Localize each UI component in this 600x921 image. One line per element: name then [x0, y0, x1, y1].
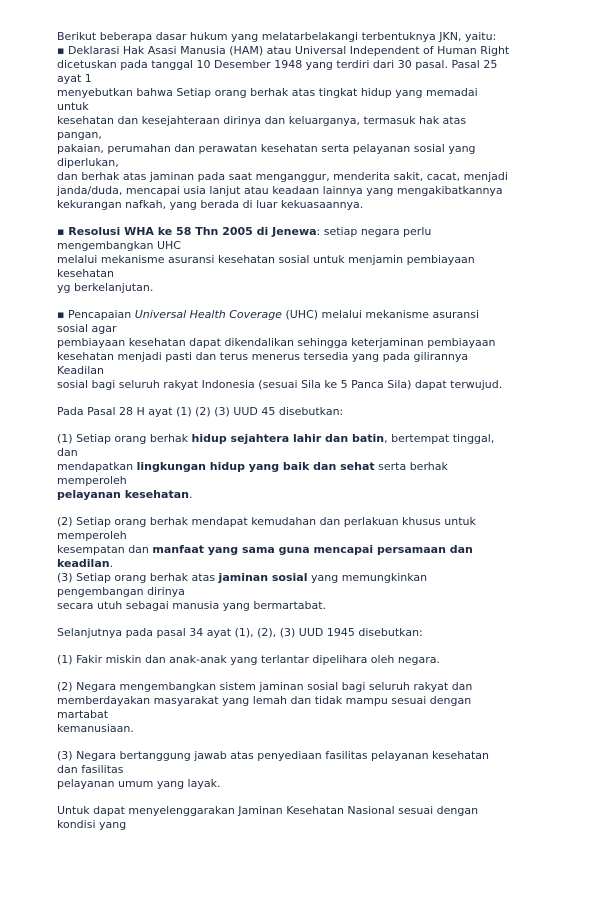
- pasal28-line: dan: [57, 446, 78, 459]
- ham-line: pangan,: [57, 128, 102, 141]
- pasal28-item-3: [57, 571, 557, 613]
- wha-line: [57, 225, 557, 239]
- text-span: , bertempat tinggal,: [384, 432, 495, 445]
- pasal28-line: pengembangan dirinya: [57, 585, 185, 598]
- ham-line: untuk: [57, 100, 89, 113]
- text-span: kesempatan dan: [57, 543, 153, 556]
- bold-span: manfaat yang sama guna mencapai persamaan dan: [152, 543, 473, 556]
- pasal28-line: memperoleh: [57, 529, 127, 542]
- ham-paragraph: [57, 44, 557, 212]
- pasal28-line: [57, 571, 557, 585]
- intro-text: Berikut beberapa dasar hukum yang melatarbelakangi terbentuknya JKN, yaitu:: [57, 30, 497, 43]
- text-span: .: [109, 557, 114, 570]
- ham-line: menyebutkan bahwa Setiap orang berhak atas tingkat hidup yang memadai: [57, 86, 478, 99]
- uhc-line: Keadilan: [57, 364, 104, 377]
- ham-line: pakaian, perumahan dan perawatan kesehatan serta pelayanan sosial yang: [57, 142, 476, 155]
- pasal34-line: dan fasilitas: [57, 763, 124, 776]
- pasal28-line: secara utuh sebagai manusia yang bermartabat.: [57, 599, 327, 612]
- pasal28-line: memperoleh: [57, 474, 127, 487]
- ham-line: ayat 1: [57, 72, 92, 85]
- uhc-term: Universal Health Coverage: [134, 308, 282, 321]
- text-span: yang memungkinkan: [307, 571, 428, 584]
- pasal34-item-3: [57, 749, 557, 791]
- closing-line: Untuk dapat menyelenggarakan Jaminan Kesehatan Nasional sesuai dengan: [57, 804, 479, 817]
- uhc-line: kesehatan menjadi pasti dan terus menerus tersedia yang pada gilirannya: [57, 350, 469, 363]
- uhc-line: [57, 308, 557, 322]
- pasal34-line: pelayanan umum yang layak.: [57, 777, 221, 790]
- wha-line: mengembangkan UHC: [57, 239, 181, 252]
- text-span: (1) Setiap orang berhak: [57, 432, 192, 445]
- text-span: .: [188, 488, 193, 501]
- bold-span: pelayanan kesehatan: [57, 488, 189, 501]
- uhc-prefix: ▪ Pencapaian: [57, 308, 135, 321]
- uhc-paragraph: [57, 308, 557, 392]
- ham-line: kekurangan nafkah, yang berada di luar kekuasaannya.: [57, 198, 364, 211]
- bold-span: lingkungan hidup yang baik dan sehat: [136, 460, 375, 473]
- closing-line: kondisi yang: [57, 818, 127, 831]
- text-span: mendapatkan: [57, 460, 137, 473]
- bold-span: keadilan: [57, 557, 110, 570]
- wha-paragraph: [57, 225, 557, 295]
- bold-span: hidup sejahtera lahir dan batin: [191, 432, 385, 445]
- wha-title: ▪ Resolusi WHA ke 58 Thn 2005 di Jenewa: [57, 225, 317, 238]
- ham-line: diperlukan,: [57, 156, 119, 169]
- bold-span: jaminan sosial: [218, 571, 308, 584]
- pasal28-line: (2) Setiap orang berhak mendapat kemudahan dan perlakuan khusus untuk: [57, 515, 476, 528]
- text-span: (3) Setiap orang berhak atas: [57, 571, 219, 584]
- pasal28-line: [57, 460, 557, 474]
- pasal34-item-1: (1) Fakir miskin dan anak-anak yang terlantar dipelihara oleh negara.: [57, 653, 441, 666]
- wha-line: kesehatan: [57, 267, 114, 280]
- ham-line: dan berhak atas jaminan pada saat menganggur, menderita sakit, cacat, menjadi: [57, 170, 508, 183]
- document-page: [57, 30, 557, 832]
- wha-text: : setiap negara perlu: [316, 225, 432, 238]
- uhc-line: pembiayaan kesehatan dapat dikendalikan sehingga keterjaminan pembiayaan: [57, 336, 496, 349]
- pasal28-line: [57, 488, 557, 502]
- uhc-line: sosial agar: [57, 322, 117, 335]
- pasal28-item-1: [57, 432, 557, 502]
- ham-line: ▪ Deklarasi Hak Asasi Manusia (HAM) atau Universal Independent of Human Right: [57, 44, 510, 57]
- pasal34-line: memberdayakan masyarakat yang lemah dan tidak mampu sesuai dengan: [57, 694, 472, 707]
- pasal28-line: [57, 557, 557, 571]
- closing-paragraph: [57, 804, 557, 832]
- pasal28-heading: Pada Pasal 28 H ayat (1) (2) (3) UUD 45 disebutkan:: [57, 405, 344, 418]
- ham-line: janda/duda, mencapai usia lanjut atau keadaan lainnya yang mengakibatkannya: [57, 184, 503, 197]
- ham-line: dicetuskan pada tanggal 10 Desember 1948 yang terdiri dari 30 pasal. Pasal 25: [57, 58, 498, 71]
- uhc-suffix: (UHC) melalui mekanisme asuransi: [281, 308, 479, 321]
- wha-line: melalui mekanisme asuransi kesehatan sosial untuk menjamin pembiayaan: [57, 253, 475, 266]
- pasal28-line: [57, 432, 557, 446]
- pasal34-item-2: [57, 680, 557, 736]
- pasal34-line: martabat: [57, 708, 109, 721]
- wha-line: yg berkelanjutan.: [57, 281, 154, 294]
- text-span: serta berhak: [374, 460, 448, 473]
- pasal28-line: [57, 543, 557, 557]
- pasal34-heading: Selanjutnya pada pasal 34 ayat (1), (2), (3) UUD 1945 disebutkan:: [57, 626, 423, 639]
- ham-line: kesehatan dan kesejahteraan dirinya dan keluarganya, termasuk hak atas: [57, 114, 467, 127]
- pasal34-line: (3) Negara bertanggung jawab atas penyediaan fasilitas pelayanan kesehatan: [57, 749, 490, 762]
- uhc-line: sosial bagi seluruh rakyat Indonesia (sesuai Sila ke 5 Panca Sila) dapat terwujud.: [57, 378, 503, 391]
- pasal34-line: (2) Negara mengembangkan sistem jaminan sosial bagi seluruh rakyat dan: [57, 680, 473, 693]
- pasal28-item-2: [57, 515, 557, 571]
- pasal34-line: kemanusiaan.: [57, 722, 134, 735]
